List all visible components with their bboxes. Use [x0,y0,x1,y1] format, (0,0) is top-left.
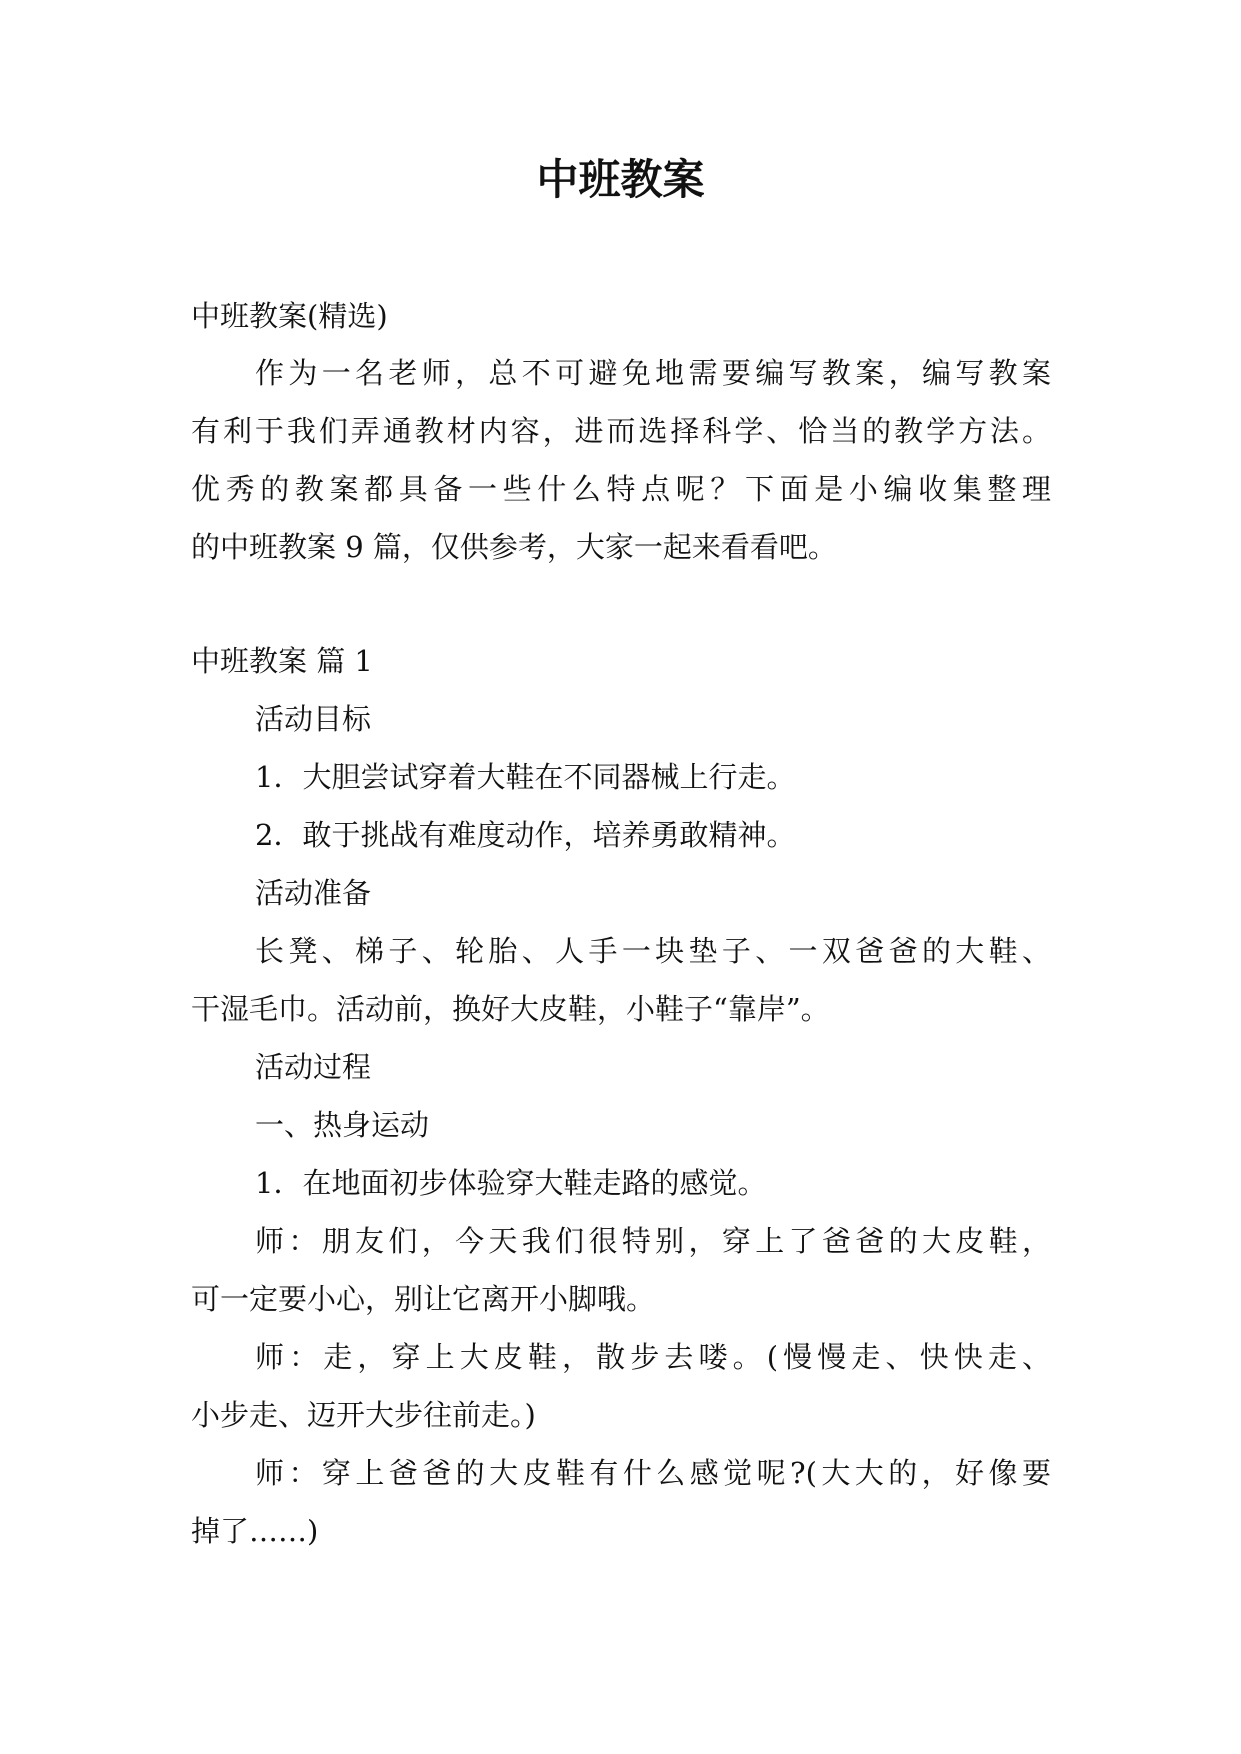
intro-line-2: 有利于我们弄通教材内容，进而选择科学、恰当的教学方法。 [191,414,1051,448]
step-item: 1．在地面初步体验穿大鞋走路的感觉。 [255,1166,767,1200]
prep-line-2: 干湿毛巾。活动前，换好大皮鞋，小鞋子“靠岸”。 [191,992,830,1026]
section-heading: 中班教案 篇 1 [191,644,373,678]
dialogue-line-3: 师：走，穿上大皮鞋，散步去喽。(慢慢走、快快走、 [255,1340,1051,1374]
goal-item-1: 1．大胆尝试穿着大鞋在不同器械上行走。 [255,760,796,794]
document-title: 中班教案 [536,155,705,204]
dialogue-line-2: 可一定要小心，别让它离开小脚哦。 [191,1282,656,1316]
dialogue-line-1: 师：朋友们，今天我们很特别，穿上了爸爸的大皮鞋， [255,1224,1051,1258]
goal-heading: 活动目标 [255,702,372,736]
process-heading: 活动过程 [255,1050,372,1084]
intro-line-3: 优秀的教案都具备一些什么特点呢？下面是小编收集整理 [191,472,1051,506]
document-subtitle: 中班教案(精选) [191,299,388,333]
prep-heading: 活动准备 [255,876,372,910]
prep-line-1: 长凳、梯子、轮胎、人手一块垫子、一双爸爸的大鞋、 [255,934,1051,968]
goal-item-2: 2．敢于挑战有难度动作，培养勇敢精神。 [255,818,796,852]
dialogue-line-4: 小步走、迈开大步往前走。) [191,1398,536,1432]
step-heading: 一、热身运动 [255,1108,430,1142]
intro-line-1: 作为一名老师，总不可避免地需要编写教案，编写教案 [255,356,1051,390]
dialogue-line-5: 师：穿上爸爸的大皮鞋有什么感觉呢?(大大的，好像要 [255,1456,1051,1490]
dialogue-line-6: 掉了……) [191,1514,319,1548]
intro-line-4: 的中班教案 9 篇，仅供参考，大家一起来看看吧。 [191,530,837,564]
